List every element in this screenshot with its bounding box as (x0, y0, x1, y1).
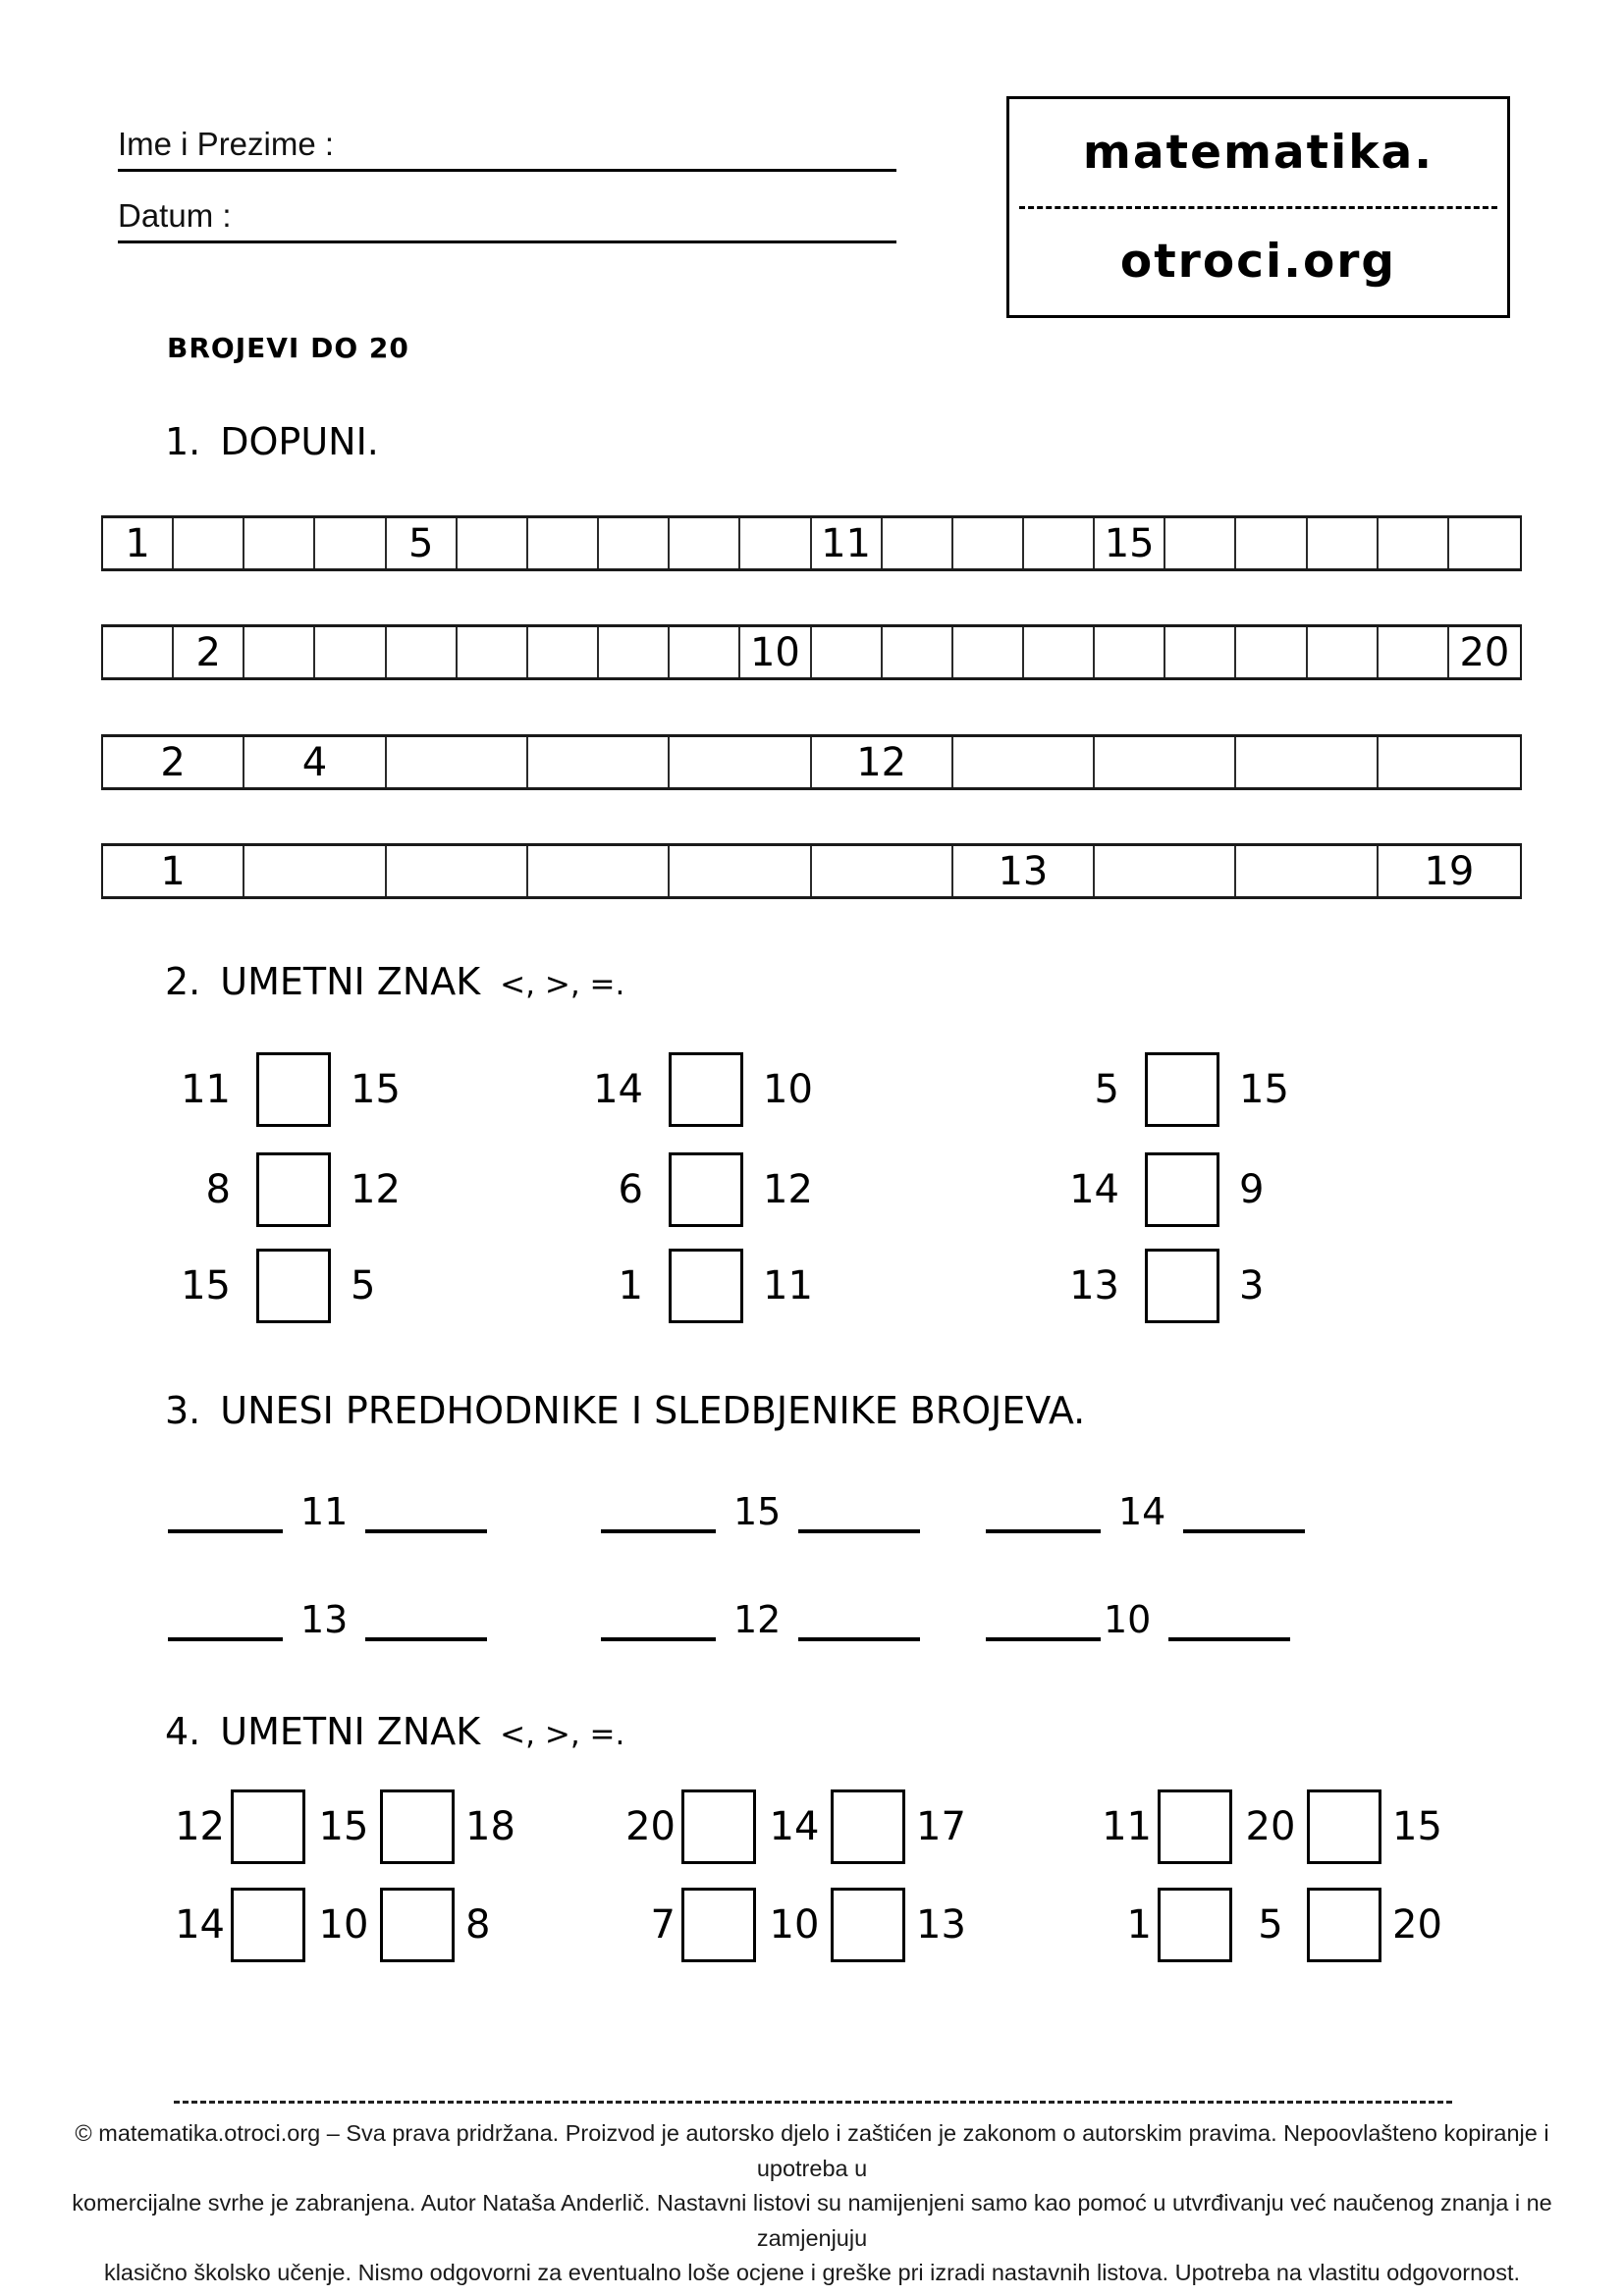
answer-box[interactable] (1145, 1052, 1219, 1127)
answer-box[interactable] (231, 1888, 305, 1962)
section-2-title: UMETNI ZNAK (220, 960, 481, 1003)
number-label: 8 (205, 1167, 231, 1212)
sequence-blank-cell[interactable] (1379, 627, 1449, 677)
sequence-blank-cell[interactable] (387, 737, 528, 787)
sequence-blank-cell[interactable] (953, 627, 1024, 677)
section-3-heading (165, 1389, 1085, 1432)
number-label: 14 (769, 1804, 820, 1849)
number-sequence-row-4 (101, 843, 1522, 899)
worksheet-title: BROJEVI DO 20 (167, 332, 409, 364)
number-label: 11 (1102, 1804, 1152, 1849)
number-label: 13 (1069, 1263, 1119, 1308)
number-label: 1 (1126, 1902, 1152, 1948)
sequence-blank-cell[interactable] (670, 627, 740, 677)
answer-box[interactable] (256, 1052, 331, 1127)
successor-blank-line[interactable] (365, 1637, 487, 1641)
sequence-blank-cell[interactable] (953, 737, 1095, 787)
number-label: 20 (625, 1804, 676, 1849)
sequence-blank-cell[interactable] (1308, 518, 1379, 568)
section-4-number: 4. (165, 1710, 201, 1753)
answer-box[interactable] (1145, 1152, 1219, 1227)
sequence-blank-cell[interactable] (1236, 518, 1307, 568)
number-label: 11 (300, 1490, 349, 1533)
number-label: 11 (763, 1263, 813, 1308)
predecessor-blank-line[interactable] (601, 1637, 716, 1641)
successor-blank-line[interactable] (1183, 1529, 1305, 1533)
sequence-blank-cell[interactable] (1095, 627, 1165, 677)
section-1-heading (165, 420, 379, 463)
sequence-blank-cell[interactable] (883, 627, 953, 677)
number-label: 10 (318, 1902, 369, 1948)
sequence-blank-cell[interactable] (528, 627, 599, 677)
neighbours-item (601, 1590, 920, 1641)
predecessor-blank-line[interactable] (601, 1529, 716, 1533)
number-sequence-row-3 (101, 734, 1522, 790)
number-label: 5 (1094, 1067, 1119, 1112)
sequence-blank-cell[interactable] (670, 737, 811, 787)
sequence-blank-cell[interactable] (315, 627, 386, 677)
footer-line-3: klasično školsko učenje. Nismo odgovorni za eventualno loše ocjene i greške pri izradi nastavnih listova. Upotreba na vlastitu odgovornost. (103, 2260, 1521, 2285)
logo-line-2: otroci.org (1119, 235, 1397, 290)
sequence-number-cell: 19 (1424, 848, 1475, 894)
number-label: 11 (181, 1067, 231, 1112)
number-label: 6 (618, 1167, 643, 1212)
compare-item (1006, 1248, 1264, 1324)
number-label: 10 (763, 1067, 813, 1112)
compare-item (1006, 1151, 1264, 1228)
number-label: 1 (618, 1263, 643, 1308)
number-label: 14 (593, 1067, 643, 1112)
number-label: 15 (351, 1067, 401, 1112)
number-label: 12 (351, 1167, 401, 1212)
number-label: 20 (1392, 1902, 1442, 1948)
answer-box[interactable] (669, 1249, 743, 1323)
predecessor-blank-line[interactable] (986, 1529, 1101, 1533)
number-label: 14 (175, 1902, 225, 1948)
footer-separator (174, 2101, 1452, 2104)
sequence-number-cell: 13 (953, 846, 1095, 896)
sequence-blank-cell[interactable] (1236, 627, 1307, 677)
answer-box[interactable] (380, 1888, 455, 1962)
compare-item (118, 1248, 375, 1324)
sequence-number-cell: 1 (103, 518, 174, 568)
sequence-blank-cell[interactable] (315, 518, 386, 568)
compare-item (530, 1151, 813, 1228)
sequence-number-cell: 12 (812, 737, 953, 787)
number-label: 13 (916, 1902, 966, 1948)
answer-box[interactable] (380, 1789, 455, 1864)
answer-box[interactable] (681, 1888, 756, 1962)
sequence-blank-cell[interactable] (1379, 737, 1520, 787)
sequence-number-cell: 20 (1459, 629, 1510, 675)
sequence-blank-cell[interactable] (953, 518, 1024, 568)
sequence-blank-cell[interactable] (883, 518, 953, 568)
name-label: Ime i Prezime : (118, 126, 335, 162)
sequence-blank-cell[interactable] (1095, 846, 1236, 896)
number-label: 14 (1069, 1167, 1119, 1212)
successor-blank-line[interactable] (1168, 1637, 1290, 1641)
neighbours-item (168, 1482, 487, 1533)
sequence-blank-cell[interactable] (1379, 518, 1449, 568)
neighbours-item (986, 1590, 1290, 1641)
section-3-number: 3. (165, 1389, 201, 1432)
successor-blank-line[interactable] (798, 1637, 920, 1641)
number-label: 5 (1258, 1902, 1283, 1948)
sequence-blank-cell[interactable] (1236, 846, 1378, 896)
compare-item (1095, 1789, 1442, 1865)
number-sequence-row-2 (101, 624, 1522, 680)
answer-box[interactable] (256, 1152, 331, 1227)
sequence-number-cell: 15 (1095, 518, 1165, 568)
number-label: 14 (1118, 1490, 1166, 1533)
sequence-number-cell: 1 (103, 846, 244, 896)
section-4-heading (165, 1710, 624, 1753)
predecessor-blank-line[interactable] (168, 1529, 283, 1533)
compare-item (530, 1248, 813, 1324)
number-label: 12 (763, 1167, 813, 1212)
date-field[interactable] (118, 197, 896, 243)
compare-item (168, 1887, 490, 1963)
number-label: 10 (769, 1902, 820, 1948)
sequence-blank-cell[interactable] (244, 846, 386, 896)
footer-line-2: komercijalne svrhe je zabranjena. Autor Nataša Anderlič. Nastavni listovi su namijenjeni samo kao pomoć u utvrđivanju već naučenog znanja i ne zamjenjuju (72, 2190, 1552, 2251)
sequence-number-cell: 10 (740, 627, 811, 677)
answer-box[interactable] (669, 1152, 743, 1227)
number-label: 20 (1245, 1804, 1296, 1849)
neighbours-item (168, 1590, 487, 1641)
successor-blank-line[interactable] (798, 1529, 920, 1533)
sequence-blank-cell[interactable] (812, 627, 883, 677)
number-sequence-row-1 (101, 515, 1522, 571)
answer-box[interactable] (681, 1789, 756, 1864)
number-label: 15 (733, 1490, 782, 1533)
compare-item (1006, 1051, 1289, 1128)
answer-box[interactable] (1158, 1789, 1232, 1864)
number-label: 10 (1104, 1598, 1152, 1641)
section-4-signs: <, >, =. (500, 1717, 625, 1752)
compare-item (530, 1051, 813, 1128)
neighbours-item (601, 1482, 920, 1533)
sequence-blank-cell[interactable] (812, 846, 953, 896)
number-label: 7 (650, 1902, 676, 1948)
number-label: 12 (733, 1598, 782, 1641)
sequence-number-cell: 2 (103, 737, 244, 787)
answer-box[interactable] (1307, 1888, 1381, 1962)
footer-copyright (59, 2116, 1565, 2291)
number-label: 9 (1239, 1167, 1265, 1212)
number-label: 3 (1239, 1263, 1265, 1308)
number-label: 15 (1239, 1067, 1289, 1112)
answer-box[interactable] (1145, 1249, 1219, 1323)
sequence-blank-cell[interactable] (670, 846, 811, 896)
section-1-title: DOPUNI. (220, 420, 379, 463)
answer-box[interactable] (831, 1789, 905, 1864)
sequence-blank-cell[interactable] (599, 627, 670, 677)
number-label: 5 (351, 1263, 376, 1308)
predecessor-blank-line[interactable] (168, 1637, 283, 1641)
section-4-title: UMETNI ZNAK (220, 1710, 481, 1753)
compare-item (619, 1887, 966, 1963)
sequence-blank-cell[interactable] (244, 627, 315, 677)
compare-item (168, 1789, 515, 1865)
sequence-blank-cell[interactable] (458, 518, 528, 568)
answer-box[interactable] (831, 1888, 905, 1962)
number-label: 15 (181, 1263, 231, 1308)
sequence-number-cell: 4 (244, 737, 386, 787)
number-label: 15 (1392, 1804, 1442, 1849)
sequence-blank-cell[interactable] (740, 518, 811, 568)
sequence-blank-cell[interactable] (458, 627, 528, 677)
sequence-blank-cell[interactable] (1024, 627, 1095, 677)
logo-line-1: matematika. (1082, 125, 1435, 180)
predecessor-blank-line[interactable] (986, 1637, 1101, 1641)
number-label: 8 (465, 1902, 491, 1948)
sequence-blank-cell[interactable] (1095, 737, 1236, 787)
sequence-blank-cell[interactable] (599, 518, 670, 568)
sequence-blank-cell[interactable] (387, 846, 528, 896)
answer-box[interactable] (231, 1789, 305, 1864)
sequence-blank-cell[interactable] (528, 737, 670, 787)
sequence-number-cell: 11 (812, 518, 883, 568)
sequence-blank-cell[interactable] (1165, 627, 1236, 677)
sequence-blank-cell[interactable] (174, 518, 244, 568)
successor-blank-line[interactable] (365, 1529, 487, 1533)
sequence-blank-cell[interactable] (1236, 737, 1378, 787)
answer-box[interactable] (1307, 1789, 1381, 1864)
sequence-blank-cell[interactable] (103, 627, 174, 677)
sequence-blank-cell[interactable] (1165, 518, 1236, 568)
answer-box[interactable] (1158, 1888, 1232, 1962)
number-label: 15 (318, 1804, 369, 1849)
sequence-blank-cell[interactable] (1024, 518, 1095, 568)
date-label: Datum : (118, 197, 232, 234)
sequence-number-cell: 2 (174, 627, 244, 677)
logo-box (1006, 96, 1510, 318)
sequence-blank-cell[interactable] (1308, 627, 1379, 677)
section-1-number: 1. (165, 420, 201, 463)
sequence-blank-cell[interactable] (528, 846, 670, 896)
sequence-blank-cell[interactable] (670, 518, 740, 568)
section-2-heading (165, 960, 624, 1003)
section-2-signs: <, >, =. (500, 967, 625, 1002)
answer-box[interactable] (669, 1052, 743, 1127)
sequence-blank-cell[interactable] (528, 518, 599, 568)
number-label: 17 (916, 1804, 966, 1849)
compare-item (619, 1789, 966, 1865)
answer-box[interactable] (256, 1249, 331, 1323)
section-2-number: 2. (165, 960, 201, 1003)
footer-line-1: © matematika.otroci.org – Sva prava pridržana. Proizvod je autorsko djelo i zaštićen je zakonom o autorskim pravima. Nepoovlašteno kopiranje i upotreba u (75, 2120, 1549, 2181)
number-label: 13 (300, 1598, 349, 1641)
section-3-title: UNESI PREDHODNIKE I SLEDBJENIKE BROJEVA. (220, 1389, 1086, 1432)
compare-item (1095, 1887, 1442, 1963)
compare-item (118, 1151, 401, 1228)
sequence-blank-cell[interactable] (244, 518, 315, 568)
sequence-blank-cell[interactable] (387, 627, 458, 677)
compare-item (118, 1051, 401, 1128)
number-label: 18 (465, 1804, 515, 1849)
sequence-number-cell: 5 (387, 518, 458, 568)
sequence-blank-cell[interactable] (1449, 518, 1520, 568)
neighbours-item (986, 1482, 1305, 1533)
name-field[interactable] (118, 126, 896, 172)
number-label: 12 (175, 1804, 225, 1849)
